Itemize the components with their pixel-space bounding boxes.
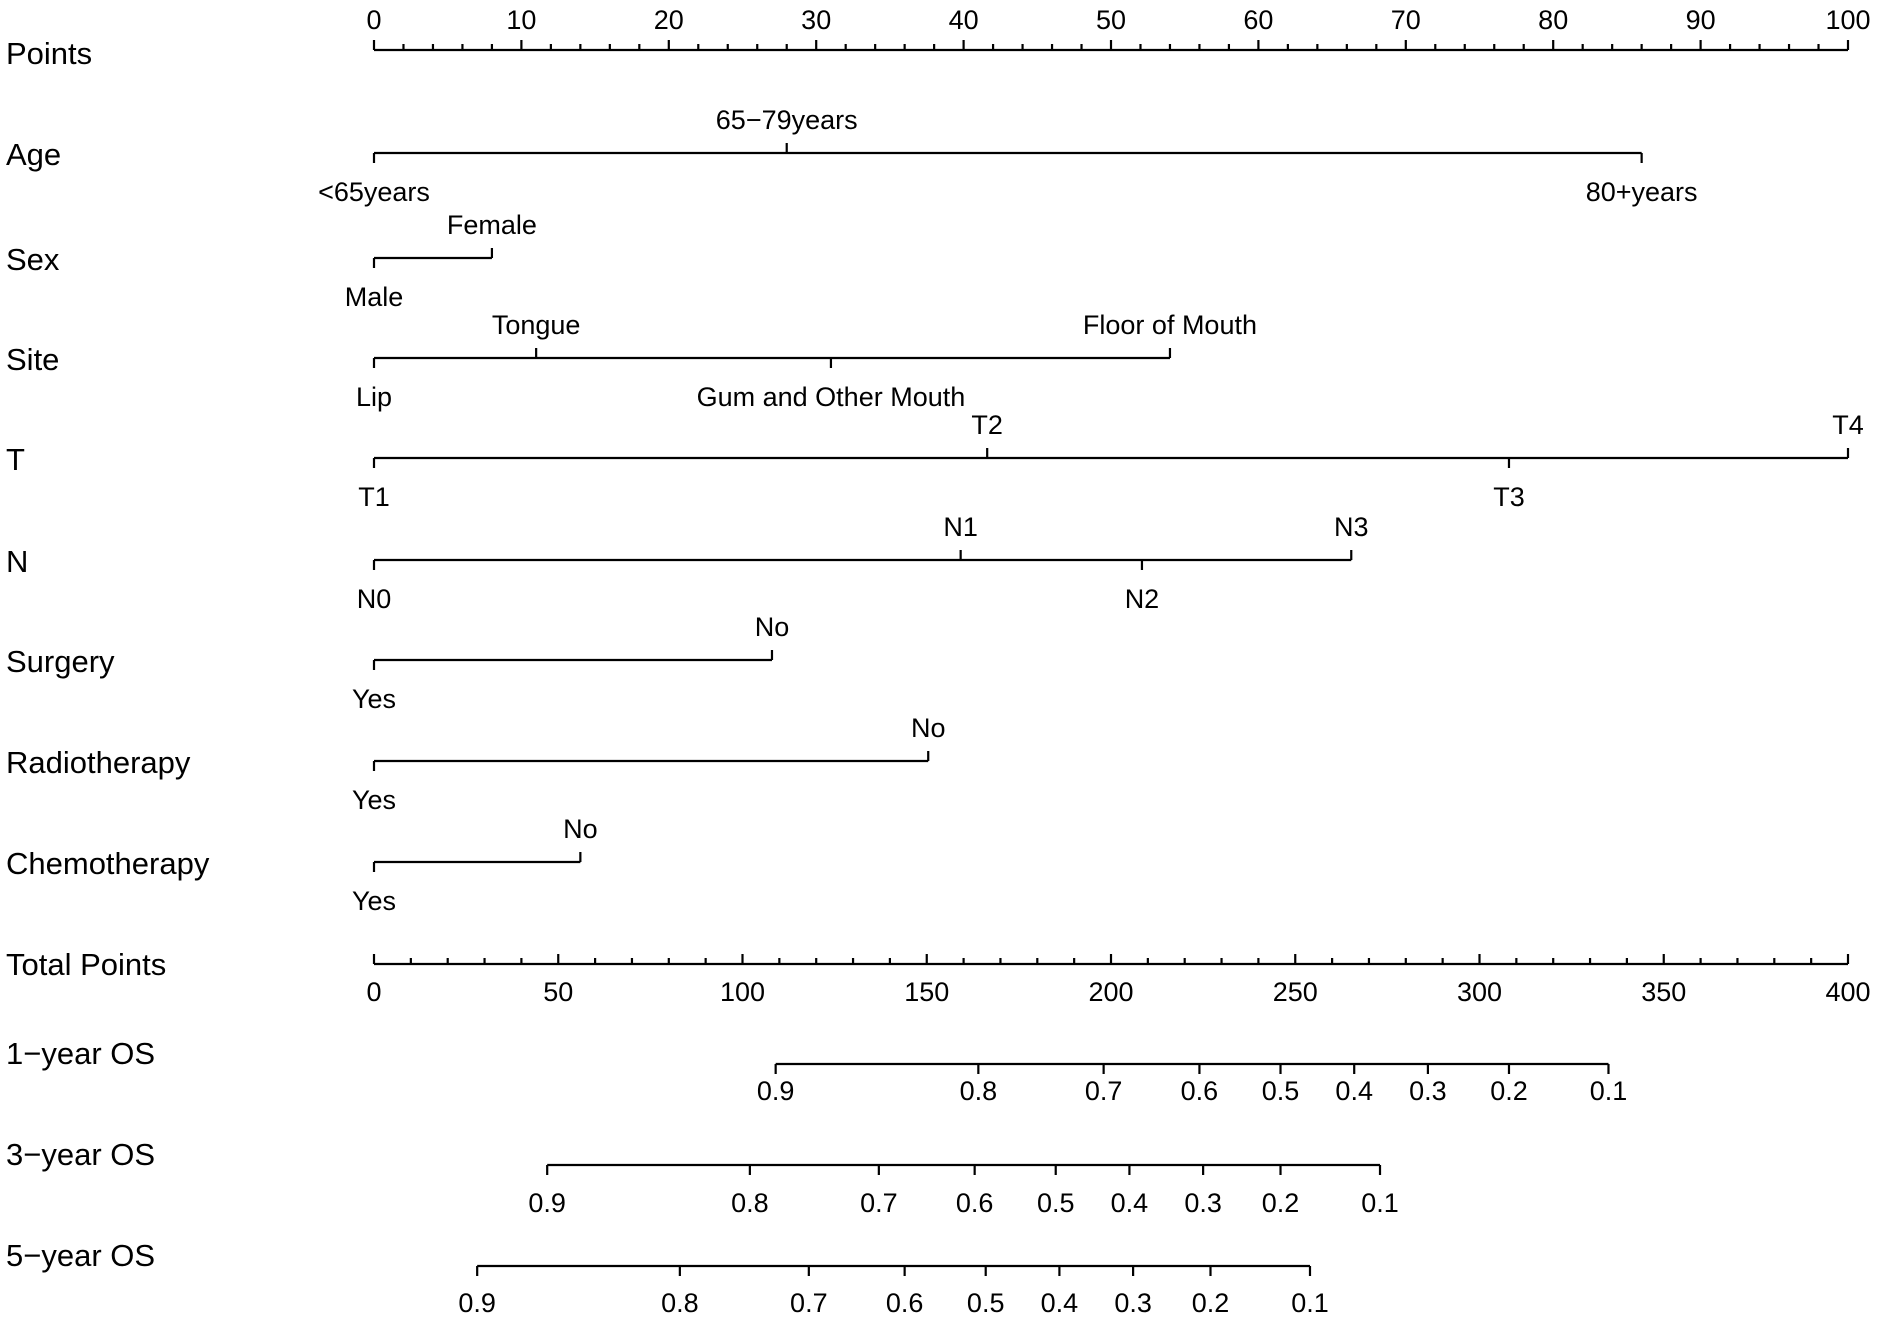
points-axis-tick-label: 50 [1095, 5, 1127, 35]
total-points-tick-label: 50 [543, 977, 574, 1007]
total-points-tick-label: 350 [1641, 977, 1687, 1007]
outcome-tick-label-3-year-os: 0.1 [1361, 1188, 1399, 1218]
outcome-tick-label-3-year-os: 0.8 [731, 1188, 769, 1218]
outcome-label-3-year-os: 3−year OS [6, 1137, 156, 1172]
total-points-tick-label: 200 [1088, 977, 1134, 1007]
outcome-tick-label-5-year-os: 0.1 [1291, 1288, 1329, 1318]
outcome-tick-label-1-year-os: 0.6 [1180, 1076, 1219, 1106]
outcome-tick-label-5-year-os: 0.8 [661, 1288, 699, 1318]
outcome-tick-label-1-year-os: 0.3 [1409, 1076, 1447, 1106]
predictor-label-sex: Sex [6, 242, 60, 277]
outcome-tick-label-1-year-os: 0.8 [959, 1076, 998, 1106]
level-label-site: Tongue [491, 310, 581, 340]
points-axis-tick-label: 60 [1243, 5, 1274, 35]
points-axis-label: Points [6, 36, 93, 71]
outcome-tick-label-1-year-os: 0.7 [1084, 1076, 1123, 1106]
points-axis-tick-label: 30 [801, 5, 832, 35]
level-label-radiotherapy: No [910, 713, 946, 743]
outcome-tick-label-3-year-os: 0.2 [1261, 1188, 1300, 1218]
level-label-surgery: No [754, 612, 790, 642]
outcome-tick-label-3-year-os: 0.3 [1184, 1188, 1222, 1218]
total-points-tick-label: 0 [366, 977, 382, 1007]
points-axis-tick-label: 100 [1825, 5, 1871, 35]
outcome-tick-label-5-year-os: 0.2 [1191, 1288, 1230, 1318]
outcome-label-5-year-os: 5−year OS [6, 1238, 156, 1273]
predictor-label-radiotherapy: Radiotherapy [6, 745, 191, 780]
points-axis-tick-label: 90 [1685, 5, 1716, 35]
points-axis-tick-label: 40 [948, 5, 979, 35]
outcome-tick-label-3-year-os: 0.6 [955, 1188, 994, 1218]
total-points-tick-label: 100 [719, 977, 766, 1007]
total-points-tick-label: 300 [1456, 977, 1503, 1007]
outcome-tick-label-3-year-os: 0.7 [860, 1188, 898, 1218]
predictor-label-surgery: Surgery [6, 644, 115, 679]
outcome-tick-label-5-year-os: 0.4 [1040, 1288, 1079, 1318]
outcome-tick-label-5-year-os: 0.6 [885, 1288, 924, 1318]
total-points-tick-label: 250 [1272, 977, 1318, 1007]
predictor-label-chemotherapy: Chemotherapy [6, 846, 210, 881]
points-axis-tick-label: 70 [1390, 5, 1421, 35]
level-label-n: N1 [943, 512, 978, 542]
outcome-tick-label-3-year-os: 0.4 [1110, 1188, 1149, 1218]
outcome-tick-label-5-year-os: 0.3 [1114, 1288, 1152, 1318]
level-label-t: T1 [358, 482, 390, 512]
level-label-sex: Male [344, 282, 404, 312]
level-label-site: Lip [355, 382, 393, 412]
level-label-t: T4 [1832, 410, 1864, 440]
outcome-tick-label-1-year-os: 0.4 [1335, 1076, 1373, 1106]
outcome-tick-label-1-year-os: 0.5 [1261, 1076, 1300, 1106]
level-label-n: N2 [1124, 584, 1160, 614]
points-axis-tick-label: 20 [653, 5, 684, 35]
level-label-surgery: Yes [351, 684, 397, 714]
outcome-tick-label-1-year-os: 0.9 [756, 1076, 795, 1106]
predictor-label-age: Age [6, 137, 62, 172]
level-label-site: Gum and Other Mouth [696, 382, 966, 412]
total-points-axis-label: Total Points [6, 947, 167, 982]
predictor-label-site: Site [6, 342, 60, 377]
level-label-radiotherapy: Yes [351, 785, 397, 815]
level-label-chemotherapy: Yes [351, 886, 397, 916]
predictor-label-t: T [6, 442, 25, 477]
level-label-n: N3 [1334, 512, 1369, 542]
outcome-tick-label-3-year-os: 0.5 [1036, 1188, 1075, 1218]
outcome-tick-label-5-year-os: 0.7 [790, 1288, 828, 1318]
level-label-chemotherapy: No [563, 814, 598, 844]
level-label-sex: Female [446, 210, 537, 240]
level-label-t: T2 [971, 410, 1003, 440]
level-label-age: 65−79years [715, 105, 858, 135]
outcome-tick-label-3-year-os: 0.9 [528, 1188, 566, 1218]
total-points-tick-label: 400 [1825, 977, 1871, 1007]
level-label-t: T3 [1493, 482, 1525, 512]
level-label-age: 80+years [1585, 177, 1698, 207]
level-label-n: N0 [356, 584, 392, 614]
points-axis-tick-label: 80 [1538, 5, 1569, 35]
level-label-age: <65years [318, 177, 430, 207]
outcome-label-1-year-os: 1−year OS [6, 1036, 156, 1071]
total-points-tick-label: 150 [904, 977, 950, 1007]
points-axis-tick-label: 10 [506, 5, 537, 35]
points-axis-tick-label: 0 [366, 5, 382, 35]
outcome-tick-label-1-year-os: 0.2 [1490, 1076, 1528, 1106]
outcome-tick-label-5-year-os: 0.9 [458, 1288, 496, 1318]
level-label-site: Floor of Mouth [1082, 310, 1257, 340]
outcome-tick-label-5-year-os: 0.5 [966, 1288, 1005, 1318]
predictor-label-n: N [6, 544, 29, 579]
outcome-tick-label-1-year-os: 0.1 [1589, 1076, 1628, 1106]
